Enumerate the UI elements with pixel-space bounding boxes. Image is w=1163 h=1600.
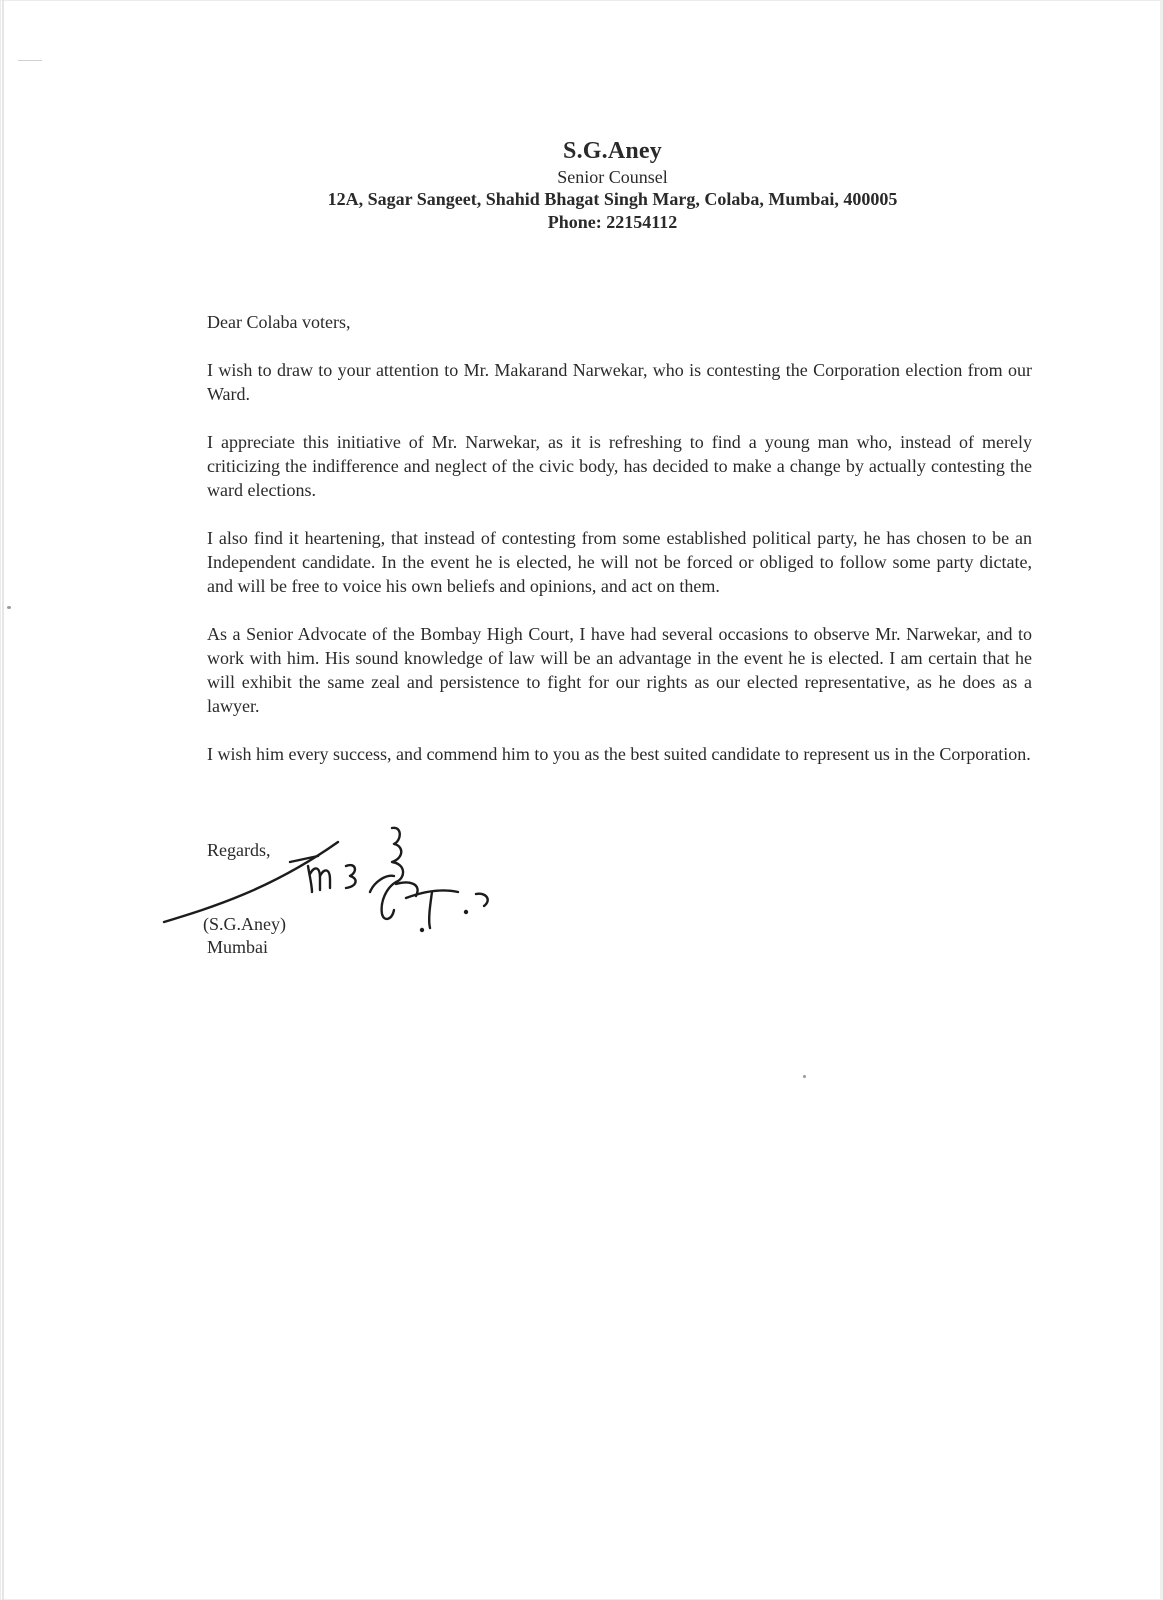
letterhead-address: 12A, Sagar Sangeet, Shahid Bhagat Singh Marg, Colaba, Mumbai, 400005 <box>327 189 898 209</box>
scan-edge-left <box>2 0 4 1600</box>
salutation: Dear Colaba voters, <box>207 312 351 332</box>
letterhead-name: S.G.Aney <box>563 138 662 164</box>
paragraph-5: I wish him every success, and commend him to you as the best suited candidate to represent us in the Corporation. <box>207 744 1031 764</box>
scan-speck <box>803 1075 806 1078</box>
paragraph-3: I also find it heartening, that instead of contesting from some established political party, he has chosen to be an Independent candidate. In the event he is elected, he will not be forced or obliged to follow some party dictate, and will be free to voice his own beliefs and opinions, and act on them. <box>207 528 1032 596</box>
closing: Regards, <box>207 840 271 860</box>
handwritten-signature-icon <box>160 822 500 952</box>
scan-speck <box>18 60 42 61</box>
signatory-name: (S.G.Aney) <box>203 914 286 934</box>
paragraph-2: I appreciate this initiative of Mr. Narwekar, as it is refreshing to find a young man who, instead of merely criticizing the indifference and neglect of the civic body, has decided to make a change by actually contesting the ward elections. <box>207 432 1032 500</box>
signatory-place: Mumbai <box>207 937 268 957</box>
paragraph-1: I wish to draw to your attention to Mr. Makarand Narwekar, who is contesting the Corporation election from our Ward. <box>207 360 1032 404</box>
scan-speck <box>7 606 11 609</box>
letter-body <box>207 310 1032 790</box>
paragraph-4: As a Senior Advocate of the Bombay High Court, I have had several occasions to observe Mr. Narwekar, and to work with him. His sound knowledge of law will be an advantage in the event he is elected. I am certain that he will exhibit the same zeal and persistence to fight for our rights as our elected representative, as he does as a lawyer. <box>207 624 1032 716</box>
letterhead-phone: Phone: 22154112 <box>547 212 678 232</box>
letterhead-title: Senior Counsel <box>557 167 668 187</box>
letterhead <box>200 136 1025 234</box>
